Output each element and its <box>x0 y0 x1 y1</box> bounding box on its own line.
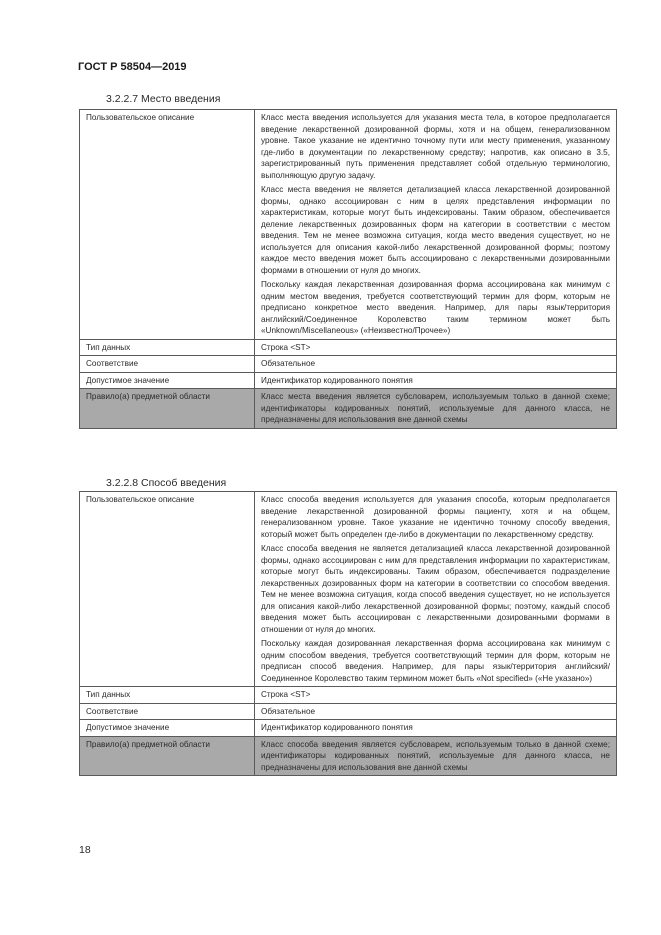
row-label: Пользовательское описание <box>80 110 255 340</box>
row-value: Строка <ST> <box>255 339 617 356</box>
section-title-admin-site: 3.2.2.7 Место введения <box>106 93 221 105</box>
row-value <box>255 110 617 340</box>
section-title-admin-method: 3.2.2.8 Способ введения <box>106 477 227 489</box>
table-row <box>80 703 617 720</box>
row-value: Строка <ST> <box>255 687 617 704</box>
table-row <box>80 372 617 389</box>
row-value <box>255 492 617 687</box>
row-label: Соответствие <box>80 703 255 720</box>
row-value: Обязательное <box>255 356 617 373</box>
attribute-table-admin-site <box>79 109 617 429</box>
table-row <box>80 110 617 340</box>
description-paragraph: Поскольку каждая лекарственная дозированная форма ассоциирована как минимум с одним местом введения, требуется соответствующий термин для форм, которым не предписано конкретное место введения. Например, для пары язык/территория английский/Соединенное Королевство таким термином может быть «Unknown/Miscellaneous» («Неизвестно/Прочее») <box>261 280 610 335</box>
description-paragraph: Класс способа введения используется для указания способа, которым предполагается введение лекарственной дозированной формы пациенту, хотя и на общем, генерализованном уровне. Такое указание не идентично точному способу введения, который может быть определен где-либо в документации по лекарственному средству. <box>261 495 610 539</box>
document-header: ГОСТ Р 58504—2019 <box>78 61 187 73</box>
table-row-domain-rule <box>80 389 617 429</box>
table-row <box>80 492 617 687</box>
table-row <box>80 356 617 373</box>
table-row-domain-rule <box>80 736 617 776</box>
description-paragraph: Класс места введения не является детализацией класса лекарственной дозированной формы, однако ассоциирован с ним в целях представления информации по характеристикам, которые могут быть индексированы. Таким образом, обеспечивается деление лекарственных дозированных форм на категории в соответствии с местом введения. Тем не менее возможна ситуация, когда место введения существует, но не используется для описания какой-либо лекарственной дозированной формы; поэтому каждое место введения может быть ассоциировано с лекарственными дозированными формами в отношении от нуля до многих. <box>261 185 610 275</box>
row-label: Допустимое значение <box>80 720 255 737</box>
row-value: Обязательное <box>255 703 617 720</box>
description-paragraph: Поскольку каждая дозированная лекарственная форма ассоциирована как минимум с одним способом введения, требуется соответствующий термин для форм, которым не предписан способ введения. Например, для пары язык/территория английский/Соединенное Королевство таким термином может быть «Not specified» («Не указано») <box>261 639 610 683</box>
page-number: 18 <box>79 844 91 856</box>
description-paragraph: Класс места введения используется для указания места тела, в которое предполагается введение лекарственной дозированной формы, хотя и на общем, генерализованном уровне. Такое указание не идентично точному пути или месту применения, указанному где-либо в документации по лекарственному средству; напротив, как описано в 3.5, зарегистрированный путь применения представляет собой отдельную терминологию, выполняющую другую задачу. <box>261 113 610 180</box>
domain-rule-text: Класс способа введения является субсловарем, используемым только в данной схеме; идентификаторы кодированных понятий, используемые для данного класса, не предназначены для использования вне данной схемы <box>261 739 610 772</box>
attribute-table-admin-method <box>79 491 617 776</box>
row-value: Идентификатор кодированного понятия <box>255 372 617 389</box>
row-label: Допустимое значение <box>80 372 255 389</box>
row-label: Тип данных <box>80 339 255 356</box>
row-label: Правило(а) предметной области <box>80 389 255 429</box>
table-row <box>80 687 617 704</box>
row-label: Соответствие <box>80 356 255 373</box>
row-label: Тип данных <box>80 687 255 704</box>
domain-rule-text: Класс места введения является субсловарем, используемым только в данной схеме; идентификаторы кодированных понятий, используемые для данного класса, не предназначены для использования вне данной схемы <box>261 392 610 424</box>
row-label: Пользовательское описание <box>80 492 255 687</box>
row-value <box>255 736 617 776</box>
description-paragraph: Класс способа введения не является детализацией класса лекарственной дозированной формы, однако ассоциирован с ним для представления информации по характеристикам, которые могут быть индексированы. Таким образом, обеспечивается подразделение лекарственных дозированных форм на категории в соответствии со способом введения. Тем не менее возможна ситуация, когда способ введения существует, но не используется для описания какой-либо лекарственной дозированной формы; поэтому, каждый способ введения может быть ассоциирован с лекарственными дозированными формами в отношении от нуля до многих. <box>261 544 610 634</box>
row-label: Правило(а) предметной области <box>80 736 255 776</box>
table-row <box>80 720 617 737</box>
table-row <box>80 339 617 356</box>
row-value <box>255 389 617 429</box>
row-value: Идентификатор кодированного понятия <box>255 720 617 737</box>
